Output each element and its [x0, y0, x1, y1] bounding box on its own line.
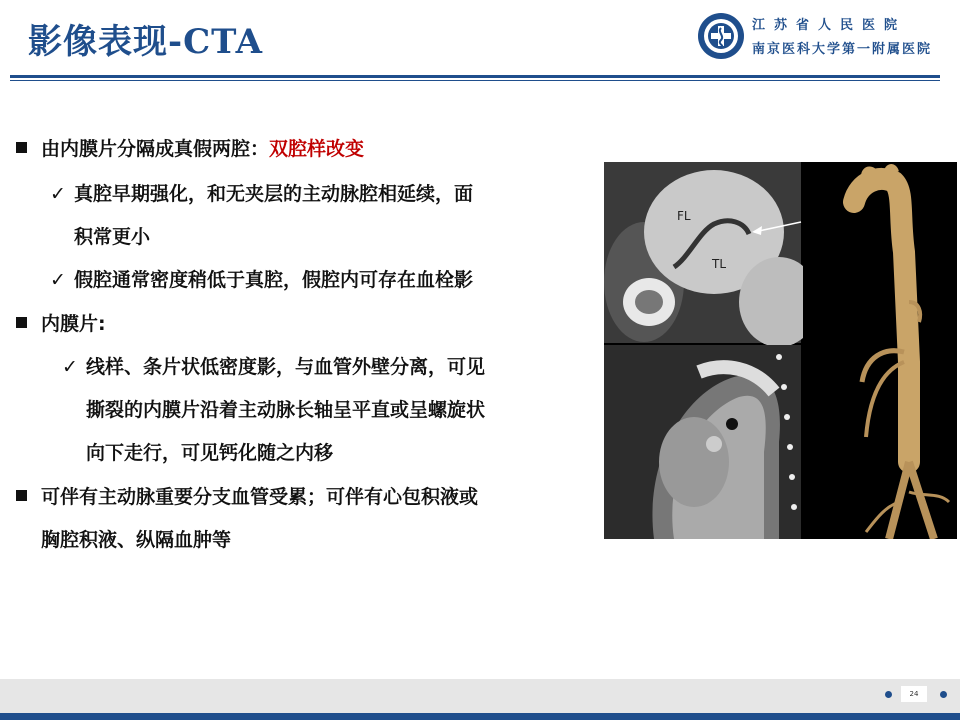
sub-bullet-item	[62, 352, 485, 379]
page-number: 24	[901, 686, 927, 702]
check-icon: ✓	[50, 183, 66, 205]
page-title: 影像表现-CTA	[28, 22, 263, 62]
square-bullet-icon	[16, 317, 27, 328]
sub-bullet-continuation: 积常更小	[74, 226, 151, 248]
header-rule-thin	[10, 80, 940, 81]
sub-bullet-item	[50, 265, 473, 292]
cta-images	[604, 162, 957, 539]
check-icon: ✓	[50, 269, 66, 291]
check-icon: ✓	[62, 356, 78, 378]
footer-band	[0, 679, 960, 713]
bullet-text: 内膜片:	[41, 313, 106, 335]
hospital-name	[752, 14, 932, 57]
square-bullet-icon	[16, 490, 27, 501]
bullet-text: 由内膜片分隔成真假两腔：	[41, 138, 270, 160]
hospital-logo-icon	[697, 12, 745, 60]
sub-bullet-continuation: 向下走行，可见钙化随之内移	[86, 442, 334, 464]
bullet-item	[16, 309, 106, 336]
tl-label: TL	[712, 257, 727, 271]
header-rule	[10, 75, 940, 78]
bullet-text: 可伴有主动脉重要分支血管受累；可伴有心包积液或	[41, 486, 479, 508]
bullet-highlight: 双腔样改变	[269, 138, 365, 160]
sub-bullet-text: 假腔通常密度稍低于真腔，假腔内可存在血栓影	[74, 269, 474, 291]
bullet-item	[16, 134, 364, 161]
sagittal-ct-image	[604, 345, 801, 539]
cta-image-panel	[604, 162, 957, 539]
bullet-continuation: 胸腔积液、纵隔血肿等	[41, 529, 232, 551]
hospital-name-line1: 江苏省人民医院	[752, 18, 907, 33]
footer-dot-icon	[940, 691, 947, 698]
square-bullet-icon	[16, 142, 27, 153]
sub-bullet-item	[50, 179, 473, 206]
sub-bullet-text: 线样、条片状低密度影，与血管外壁分离，可见	[86, 356, 486, 378]
footer-dot-icon	[885, 691, 892, 698]
bullet-item	[16, 482, 478, 509]
sub-bullet-continuation: 撕裂的内膜片沿着主动脉长轴呈平直或呈螺旋状	[86, 399, 486, 421]
fl-label: FL	[677, 209, 691, 223]
axial-ct-image	[604, 162, 819, 347]
hospital-name-line2: 南京医科大学第一附属医院	[752, 42, 933, 57]
footer-bar	[0, 713, 960, 720]
vr-3d-image	[803, 162, 957, 539]
sub-bullet-text: 真腔早期强化，和无夹层的主动脉腔相延续，面	[74, 183, 474, 205]
